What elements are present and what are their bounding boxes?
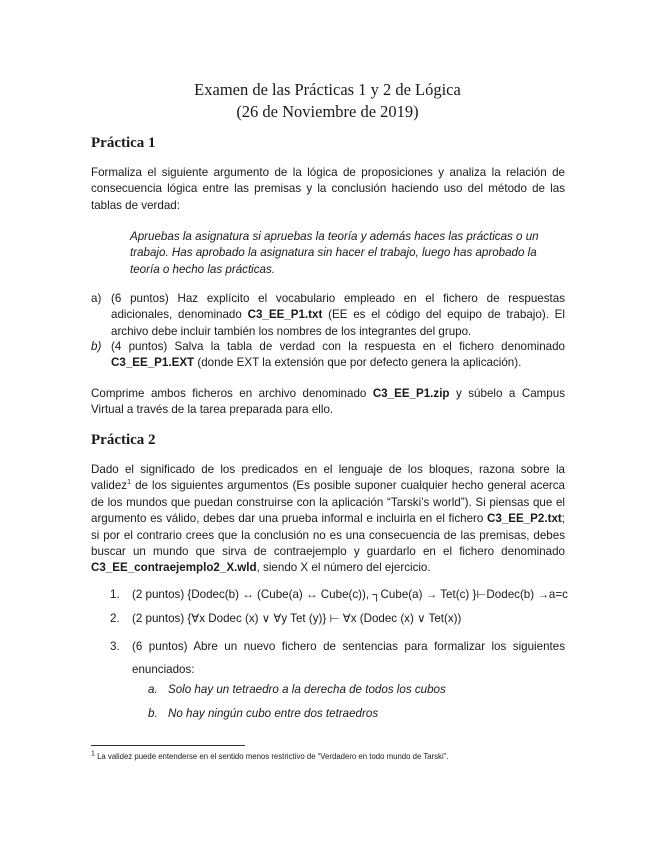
practica1-intro: Formaliza el siguiente argumento de la lógica de proposiciones y analiza la relación de consecuencia lógica entre las premisas y la conclusión haciendo uso del método de las tablas de verdad: (91, 166, 565, 212)
argument-quote: Apruebas la asignatura si apruebas la teoría y además haces las prácticas o un trabajo. Has aprobado la asignatura sin hacer el trabajo, luego has aprobado la teoría o hecho las prácticas. (130, 230, 539, 276)
item-a-file: C3_EE_P1.txt (247, 308, 323, 322)
exam-title: Examen de las Prácticas 1 y 2 de Lógica (194, 80, 461, 99)
practica1-heading: Práctica 1 (91, 135, 156, 151)
subitem-b-text: No hay ningún cubo entre dos tetraedros (168, 707, 379, 720)
submit-text2: y súbelo a Campus Virtual a través de la tarea preparada para ello. (91, 387, 565, 417)
subitem-b-label: b. (148, 707, 158, 720)
intro-text4: , siendo X el número del ejercicio. (256, 561, 431, 575)
intro-text3: ; si por el contrario crees que la conclusión no es una consecuencia de las premisas, debes buscar un mundo que sirva de contraejemplo y guardarlo en el fichero denominado (91, 512, 565, 559)
exercise-3-num: 3. (110, 640, 120, 653)
submit-text1: Comprime ambos ficheros en archivo denominado (91, 387, 373, 400)
subitem-a-label: a. (148, 683, 158, 696)
footnote-text: La validez puede entenderse en el sentido menos restrictivo de “Verdadero en todo mundo de Tarski”. (97, 752, 449, 761)
intro-file1: C3_EE_P2.txt (487, 512, 562, 526)
intro-text1: Dado el significado de los predicados en el lenguaje de los bloques, razona sobre la validez (91, 463, 565, 493)
item-b-label: b) (91, 340, 102, 353)
footnote-ref: 1 (127, 479, 131, 487)
footnote-mark: 1 (91, 750, 95, 758)
exercise-1-text: (2 puntos) {Dodec(b) ↔ (Cube(a) ↔ Cube(c)), ┐Cube(a) → Tet(c) }⊢Dodec(b) →a=c (132, 588, 568, 601)
intro-text2: de los siguientes argumentos (Es posible suponer cualquier hecho general acerca de los mundos que puedan construirse con la aplicación “Tarski’s world”). Si piensas que el argumento es válido, debes dar una prueba informal e incluirla en el fichero (91, 479, 565, 526)
exercise-2-text: (2 puntos) {∀x Dodec (x) ∨ ∀y Tet (y)} ⊢ ∀x (Dodec (x) ∨ Tet(x)) (132, 612, 462, 625)
practica2-intro (91, 462, 565, 577)
item-b-file: C3_EE_P1.EXT (111, 356, 195, 370)
submit-instructions (91, 386, 565, 419)
item-a-label: a) (91, 292, 102, 305)
footnote-divider (91, 745, 245, 746)
item-a (91, 291, 565, 340)
item-a-text1: (6 puntos) Haz explícito el vocabulario empleado en el fichero de respuestas adicionales, denominado (111, 292, 565, 322)
item-b (91, 339, 565, 372)
footnote (91, 751, 448, 762)
submit-file: C3_EE_P1.zip (372, 387, 450, 400)
practica2-heading: Práctica 2 (91, 432, 156, 448)
exercise-2-num: 2. (110, 612, 120, 625)
exercise-3 (110, 635, 565, 681)
subitem-a-text: Solo hay un tetraedro a la derecha de todos los cubos (168, 683, 446, 696)
intro-file2: C3_EE_contraejemplo2_X.wld (91, 561, 257, 575)
item-b-text1: (4 puntos) Salva la tabla de verdad con la respuesta en el fichero denominado (111, 340, 565, 353)
exam-date: (26 de Noviembre de 2019) (236, 102, 419, 121)
item-a-text2: (EE es el código del equipo de trabajo). El archivo debe incluir también los nombres de los integrantes del grupo. (111, 308, 565, 338)
exercise-1-num: 1. (110, 588, 120, 601)
item-b-text2: (donde EXT la extensión que por defecto genera la aplicación). (194, 356, 522, 370)
exercise-3-text: (6 puntos) Abre un nuevo fichero de sentencias para formalizar los siguientes enunciados: (132, 640, 565, 676)
